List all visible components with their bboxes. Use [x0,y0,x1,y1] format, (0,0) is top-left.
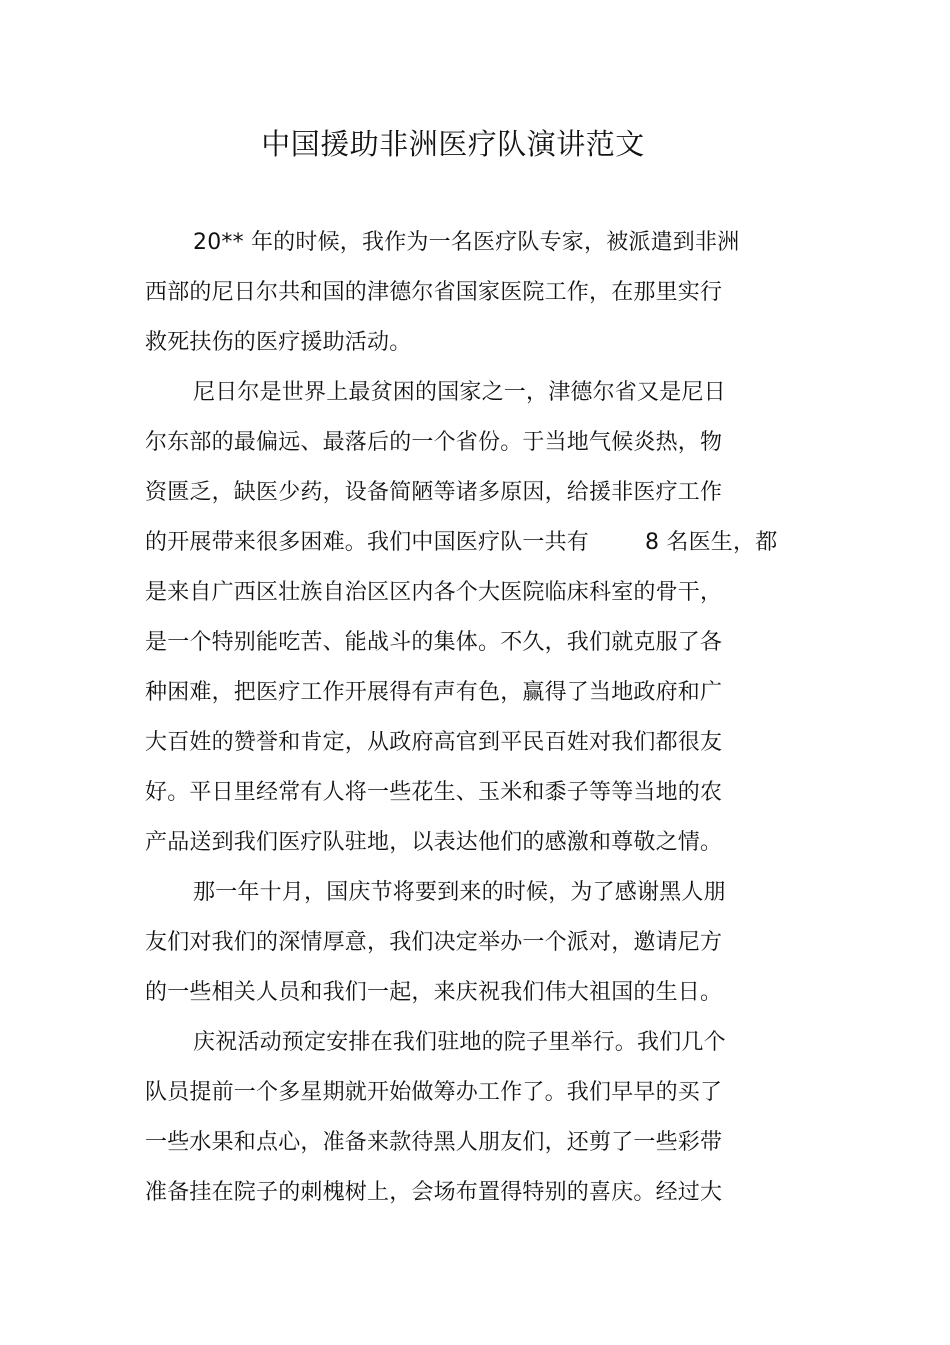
text-line: 庆祝活动预定安排在我们驻地的院子里举行。我们几个 [193,1030,726,1055]
text-line: 救死扶伤的医疗援助活动。 [145,330,412,355]
text-line: 友们对我们的深情厚意，我们决定举办一个派对，邀请尼方 [145,930,723,955]
text-line: 种困难，把医疗工作开展得有声有色，赢得了当地政府和广 [145,680,723,705]
text-line: 20** 年的时候，我作为一名医疗队专家，被派遣到非洲 [193,230,740,255]
text-line: 西部的尼日尔共和国的津德尔省国家医院工作，在那里实行 [145,280,723,305]
text-segment: 8 名医生，都 [645,530,778,555]
text-line: 好。平日里经常有人将一些花生、玉米和黍子等等当地的农 [145,780,723,805]
text-line: 尼日尔是世界上最贫困的国家之一，津德尔省又是尼日 [193,380,726,405]
document-title: 中国援助非洲医疗队演讲范文 [261,127,645,161]
text-line: 是一个特别能吃苦、能战斗的集体。不久，我们就克服了各 [145,630,723,655]
text-line: 是来自广西区壮族自治区区内各个大医院临床科室的骨干， [145,580,723,605]
document-body [145,218,825,1218]
text-line: 大百姓的赞誉和肯定，从政府高官到平民百姓对我们都很友 [145,730,723,755]
text-line [145,518,825,568]
text-line: 资匮乏，缺医少药，设备简陋等诸多原因，给援非医疗工作 [145,480,723,505]
text-line: 尔东部的最偏远、最落后的一个省份。于当地气候炎热，物 [145,430,723,455]
text-segment: 的开展带来很多困难。我们中国医疗队一共有 [145,530,590,555]
text-line: 的一些相关人员和我们一起，来庆祝我们伟大祖国的生日。 [145,980,723,1005]
text-line: 产品送到我们医疗队驻地，以表达他们的感激和尊敬之情。 [145,830,723,855]
text-line: 队员提前一个多星期就开始做筹办工作了。我们早早的买了 [145,1080,723,1105]
text-line: 准备挂在院子的刺槐树上，会场布置得特别的喜庆。经过大 [145,1180,723,1205]
text-line: 一些水果和点心，准备来款待黑人朋友们，还剪了一些彩带 [145,1130,723,1155]
text-line: 那一年十月，国庆节将要到来的时候，为了感谢黑人朋 [193,880,726,905]
